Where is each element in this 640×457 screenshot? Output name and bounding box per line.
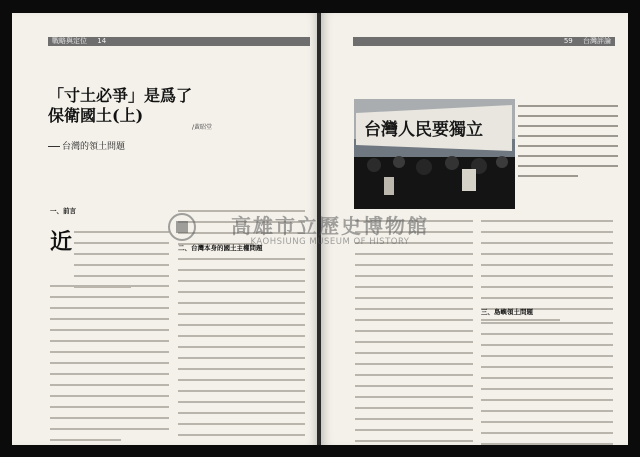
right-page-number: 59 [563,37,573,45]
right-col1-text [355,216,473,445]
left-running-head [48,37,310,46]
protest-photo [354,99,515,209]
article-title [48,86,238,126]
left-running-head-title: 戰略與定位 [52,37,87,45]
left-col1-body-text [50,281,169,445]
article-title-line-2: 保衛國土(上) [48,106,144,125]
article-subtitle: 台灣的領土問題 [48,139,125,152]
right-running-head [353,37,615,46]
drop-cap: 近 [50,229,73,255]
section-heading-intro: 一、前言 [50,207,76,215]
section-heading-islands: 三、島嶼領土問題 [481,308,533,316]
watermark-english: KAOHSIUNG MUSEUM OF HISTORY [250,237,410,247]
banner-text: 台灣人民要獨立 [364,120,483,140]
protest-photo-illustration [354,99,515,209]
section-heading-sovereignty: 二、台灣本身的國土主權問題 [178,244,263,252]
left-page-number: 14 [97,37,107,45]
photo-caption [518,101,618,181]
article-title-line-1: 「寸土必爭」是爲了 [48,86,193,105]
right-running-head-title: 台灣評論 [583,37,611,45]
watermark-chinese: 高雄市立歷史博物館 [231,214,429,238]
left-col2-body-text [178,254,305,445]
museum-watermark [205,210,455,247]
museum-logo-icon [167,212,197,242]
article-author: /黃昭堂 [192,124,213,131]
right-col2-body-text [481,318,613,445]
